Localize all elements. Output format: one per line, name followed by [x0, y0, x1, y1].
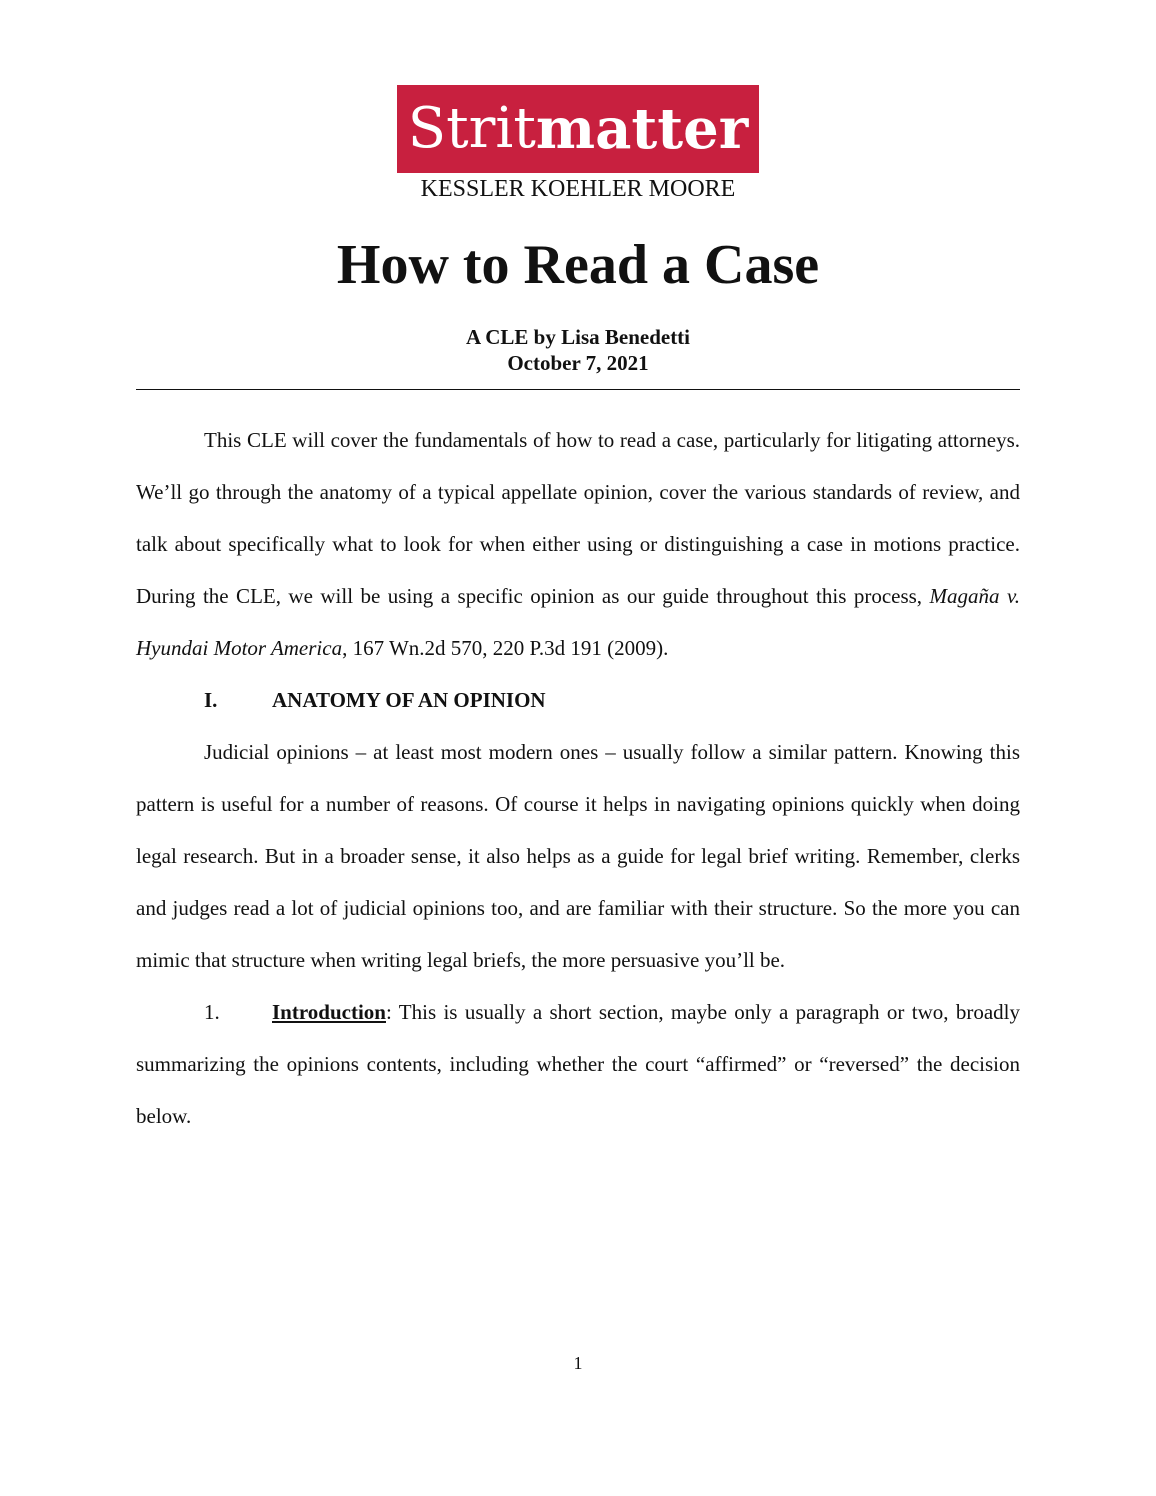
logo-word-heavy: matter — [535, 96, 749, 162]
list-item-lead: Introduction — [272, 1000, 386, 1024]
list-item-number: 1. — [204, 1000, 220, 1024]
section-title: ANATOMY OF AN OPINION — [272, 688, 546, 712]
logo-subtitle: KESSLER KOEHLER MOORE — [420, 176, 736, 202]
byline-date: October 7, 2021 — [507, 351, 649, 375]
section-number: I. — [204, 688, 218, 712]
case-citation-name: Magaña v. Hyundai Motor America — [136, 584, 1020, 660]
horizontal-rule — [136, 389, 1020, 390]
intro-paragraph — [136, 414, 1020, 674]
list-item-introduction — [136, 986, 1020, 1142]
document-body — [136, 414, 1020, 1142]
intro-text: This CLE will cover the fundamentals of how to read a case, particularly for litigating attorneys. We’ll go through the anatomy of a typical appellate opinion, cover the various standards of review, and talk about specifically what to look for when either using or distinguishing a case in motions practice. During the CLE, we will be using a specific opinion as our guide throughout this process, — [136, 428, 1020, 608]
byline-author: A CLE by Lisa Benedetti — [465, 325, 691, 349]
logo-word-light: Strit — [407, 96, 536, 161]
document-title: How to Read a Case — [336, 234, 820, 296]
section-paragraph: Judicial opinions – at least most modern ones – usually follow a similar pattern. Knowing this pattern is useful for a number of reasons. Of course it helps in navigating opinions quickly when doing legal research. But in a broader sense, it also helps as a guide for legal brief writing. Remember, clerks and judges read a lot of judicial opinions too, and are familiar with their structure. So the more you can mimic that structure when writing legal briefs, the more persuasive you’ll be. — [136, 740, 1020, 972]
page-number: 1 — [573, 1353, 583, 1373]
intro-citation-rest: , 167 Wn.2d 570, 220 P.3d 191 (2009). — [342, 636, 669, 660]
firm-logo — [397, 85, 759, 203]
list-item-text: : This is usually a short section, maybe only a paragraph or two, broadly summarizing the opinions contents, including whether the court “affirmed” or “reversed” the decision below. — [136, 1000, 1020, 1128]
section-heading — [136, 674, 1020, 726]
logo-wordmark — [397, 85, 759, 173]
byline — [0, 324, 1156, 376]
